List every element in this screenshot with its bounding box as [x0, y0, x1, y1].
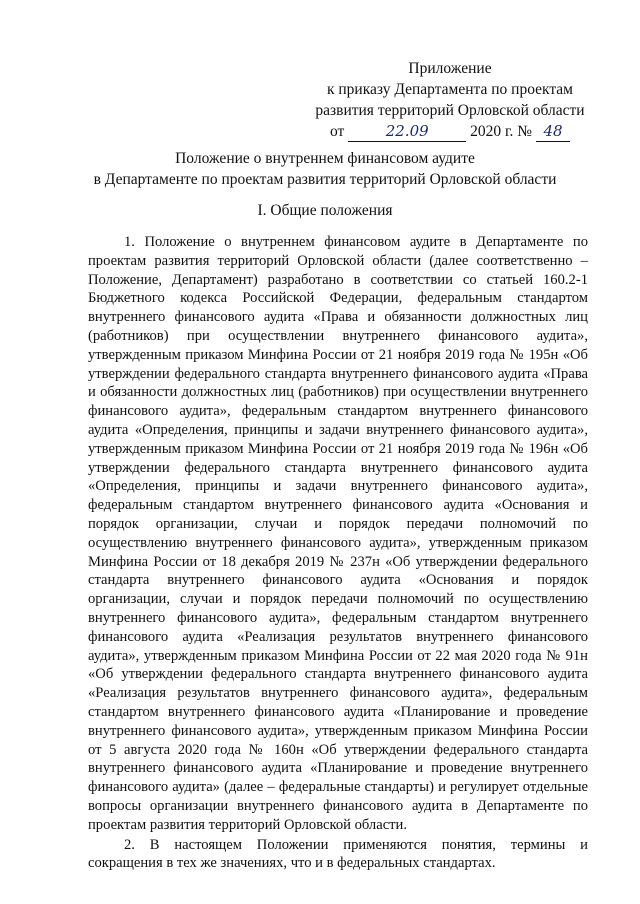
- appendix-department-line: развития территорий Орловской области: [315, 102, 585, 119]
- appendix-title: Приложение: [408, 60, 492, 77]
- paragraph-1: 1. Положение о внутреннем финансовом аудите в Департаменте по проектам развития территорий Орловской области (далее соответственно – Положение, Департамент) разработано в соответствии со статьей 160.2-1 Бюджетного кодекса Российской Федерации, федеральным стандартом внутреннего финансового аудита «Права и обязанности должностных лиц (работников) при осуществлении внутреннего финансового аудита», утвержденным приказом Минфина России от 21 ноября 2019 года № 195н «Об утверждении федерального стандарта внутреннего финансового аудита «Права и обязанности должностных лиц (работников) при осуществлении внутреннего финансового аудита», федеральным стандартом внутреннего финансового аудита «Определения, принципы и задачи внутреннего финансового аудита», утвержденным приказом Минфина России от 21 ноября 2019 года № 196н «Об утверждении федерального стандарта внутреннего финансового аудита «Определения, принципы и задачи внутреннего финансового аудита», федеральным стандартом внутреннего финансового аудита «Основания и порядок организации, случаи и порядок передачи полномочий по осуществлению внутреннего финансового аудита», утвержденным приказом Минфина России от 18 декабря 2019 № 237н «Об утверждении федерального стандарта внутреннего финансового аудита «Основания и порядок организации, случаи и порядок передачи полномочий по осуществлению внутреннего финансового аудита», федеральным стандартом внутреннего финансового аудита «Реализация результатов внутреннего финансового аудита», утвержденным приказом Минфина России от 22 мая 2020 года № 91н «Об утверждении федерального стандарта внутреннего финансового аудита «Реализация результатов внутреннего финансового аудита», федеральным стандартом внутреннего финансового аудита «Планирование и проведение внутреннего финансового аудита», утвержденным приказом Минфина России от 5 августа 2020 года № 160н «Об утверждении федерального стандарта внутреннего финансового аудита «Планирование и проведение внутреннего финансового аудита» (далее – федеральные стандарты) и регулирует отдельные вопросы организации внутреннего финансового аудита в Департаменте по проектам развития территорий Орловской области.: [88, 234, 588, 833]
- handwritten-date: 22.09: [348, 123, 466, 142]
- document-body: [88, 233, 588, 873]
- paragraph-2: 2. В настоящем Положении применяются понятия, термины и сокращения в тех же значениях, что и в федеральных стандартах.: [88, 836, 588, 872]
- year-number-label: 2020 г. №: [470, 123, 533, 140]
- date-prefix: от: [330, 123, 345, 140]
- document-title: [60, 148, 590, 190]
- appendix-block: [300, 58, 600, 142]
- title-line-1: Положение о внутреннем финансовом аудите: [175, 150, 475, 167]
- title-line-2: в Департаменте по проектам развития территорий Орловской области: [93, 171, 557, 188]
- section-heading: I. Общие положения: [257, 202, 393, 219]
- appendix-order-line: к приказу Департамента по проектам: [326, 81, 573, 98]
- appendix-date-row: [300, 121, 600, 142]
- handwritten-number: 48: [536, 123, 570, 142]
